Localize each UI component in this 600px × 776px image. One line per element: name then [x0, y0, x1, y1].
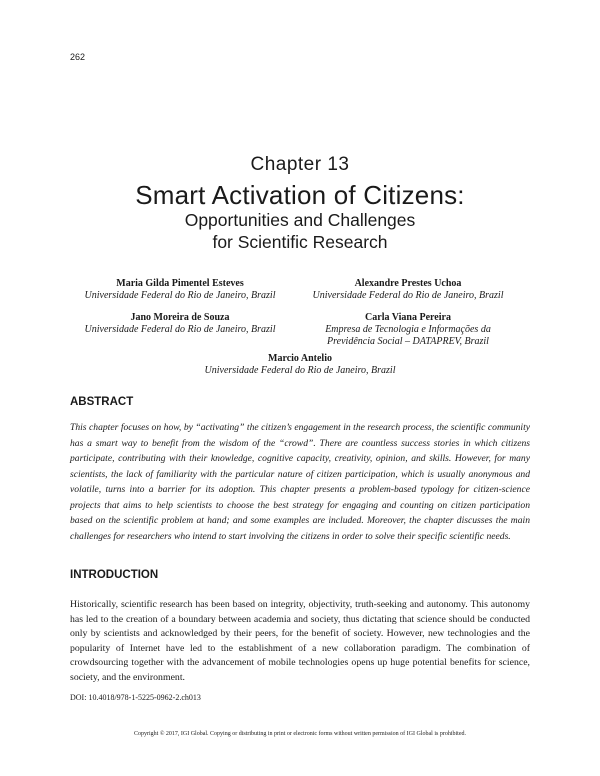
author-name: Maria Gilda Pimentel Esteves — [116, 278, 244, 289]
introduction-heading: INTRODUCTION — [70, 569, 159, 581]
abstract-heading: ABSTRACT — [70, 396, 134, 408]
chapter-label: Chapter 13 — [250, 154, 350, 175]
author-block — [180, 353, 420, 377]
abstract-text: This chapter focuses on how, by “activating” the citizen’s engagement in the research process, the scientific community has a smart way to benefit from the wisdom of the “crowd”. There are countless success stories in which citizens participate, contributing with their knowledge, cognitive capacity, creativity, opinion, and skills. However, for many scientists, the lack of familiarity with the particular nature of citizen participation, which is usually anonymous and volatile, turns into a barrier for its adoption. This chapter presents a problem-based typology for citizen-science projects that aims to help scientists to choose the best strategy for engaging and counting on citizen participation based on the scientific problem at hand; and some examples are included. Moreover, the chapter discusses the main challenges for researchers who intend to start involving the citizens in order to solve their specific scientific needs. — [70, 422, 530, 542]
chapter-title: Smart Activation of Citizens: — [135, 180, 465, 210]
author-block — [298, 278, 518, 302]
author-name: Jano Moreira de Souza — [130, 312, 230, 323]
author-affiliation: Empresa de Tecnologia e Informações da — [325, 324, 491, 335]
author-affiliation: Universidade Federal do Rio de Janeiro, Brazil — [84, 290, 276, 301]
author-affiliation: Universidade Federal do Rio de Janeiro, Brazil — [204, 365, 396, 376]
chapter-subtitle-line-2: for Scientific Research — [212, 232, 388, 252]
copyright-notice: Copyright © 2017, IGI Global. Copying or distributing in print or electronic forms without written permission of IGI Global is prohibited. — [133, 731, 466, 737]
author-name: Carla Viana Pereira — [365, 312, 451, 323]
chapter-subtitle-line-1: Opportunities and Challenges — [184, 210, 416, 230]
author-name: Alexandre Prestes Uchoa — [354, 278, 462, 289]
doi: DOI: 10.4018/978-1-5225-0962-2.ch013 — [70, 693, 201, 702]
author-block — [298, 312, 518, 348]
author-block — [70, 312, 290, 336]
introduction-text: Historically, scientific research has been based on integrity, objectivity, truth-seeking and autonomy. This autonomy has led to the creation of a boundary between academia and society, thus dictating that science should be conducted only by scientists and acknowledged by their peers, for the benefit of society. However, new technologies and the popularity of Internet have led to the establishment of a new collaboration paradigm. The combination of crowdsourcing together with the advancement of mobile technologies opens up huge potential benefits for science, society, and the environment. — [70, 599, 530, 683]
page-number: 262 — [70, 52, 86, 62]
author-affiliation: Universidade Federal do Rio de Janeiro, Brazil — [312, 290, 504, 301]
author-name: Marcio Antelio — [268, 353, 332, 364]
author-block — [70, 278, 290, 302]
author-affiliation: Previdência Social – DATAPREV, Brazil — [327, 336, 489, 347]
author-affiliation: Universidade Federal do Rio de Janeiro, Brazil — [84, 324, 276, 335]
